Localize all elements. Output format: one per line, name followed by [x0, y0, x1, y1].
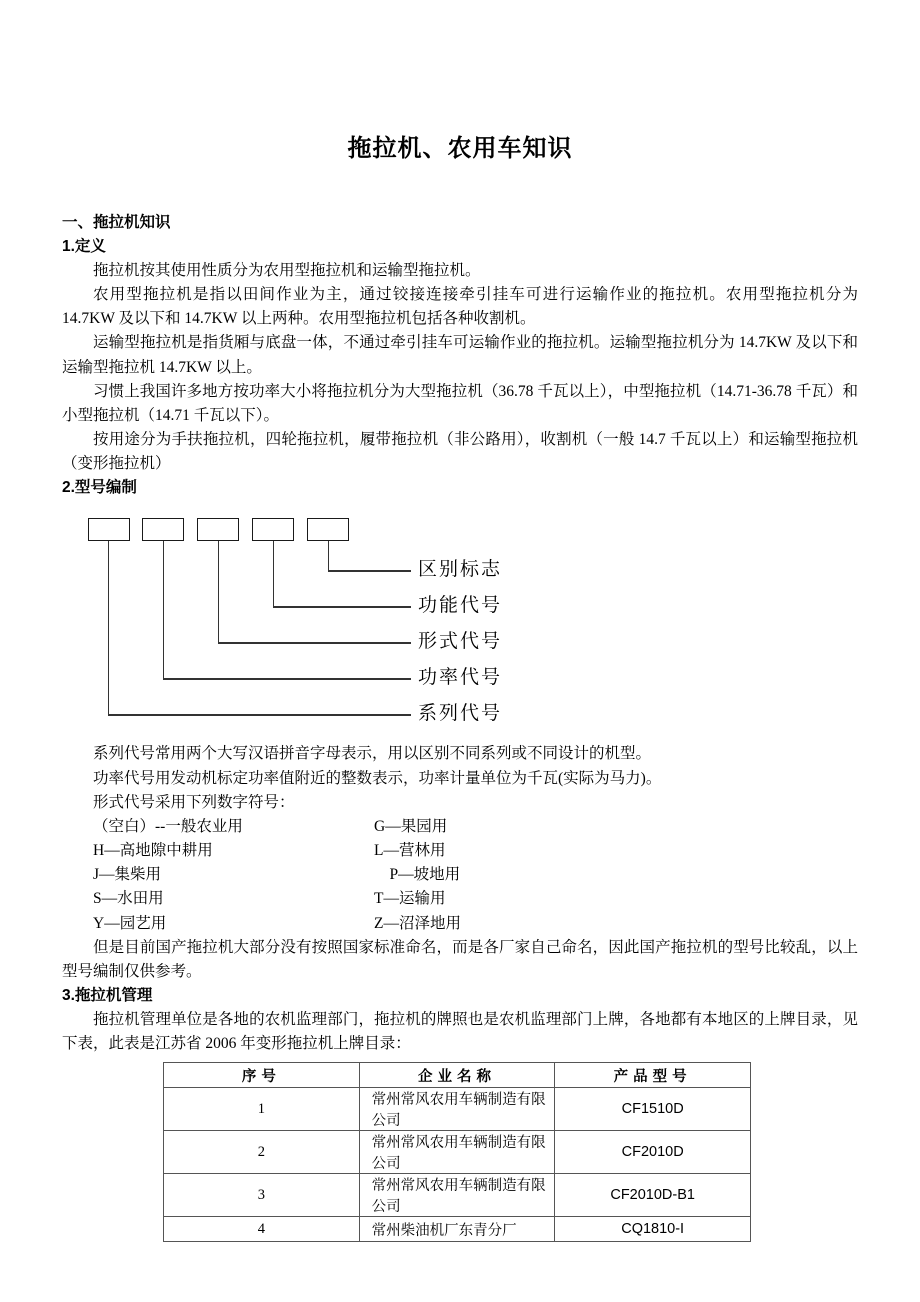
code-item-paddy: S—水田用	[93, 890, 164, 908]
paragraph-naming-note: 但是目前国产拖拉机大部分没有按照国家标准命名，而是各厂家自己命名，因此国产拖拉机的型号比较乱，以上型号编制仅供参考。	[62, 938, 858, 980]
table-header-row	[164, 1063, 751, 1088]
table-header-serial: 序号	[164, 1063, 360, 1088]
table-row	[164, 1088, 751, 1131]
model-code-diagram	[62, 510, 858, 742]
page-title: 拖拉机、农用车知识	[347, 135, 573, 162]
section-heading-1: 一、拖拉机知识	[62, 213, 171, 231]
code-box-3	[197, 518, 239, 541]
paragraph-definition-5: 按用途分为手扶拖拉机，四轮拖拉机，履带拖拉机（非公路用），收割机（一般 14.7 千瓦以上）和运输型拖拉机（变形拖拉机）	[62, 431, 858, 473]
cell-model: CQ1810-I	[555, 1217, 751, 1242]
code-box-1	[88, 518, 130, 541]
code-list-row	[62, 863, 858, 887]
paragraph-series-code: 系列代号常用两个大写汉语拼音字母表示，用以区别不同系列或不同设计的机型。	[93, 745, 652, 763]
cell-company: 常州常风农用车辆制造有限公司	[359, 1088, 555, 1131]
code-item-forestry: L—营林用	[374, 842, 446, 860]
paragraph-management: 拖拉机管理单位是各地的农机监理部门，拖拉机的牌照也是农机监理部门上牌，各地都有本地区的上牌目录，见下表，此表是江苏省 2006 年变形拖拉机上牌目录：	[62, 1011, 858, 1053]
connector-2-vertical	[163, 541, 164, 679]
cell-company: 常州常风农用车辆制造有限公司	[359, 1174, 555, 1217]
section-heading-1-1: 1.定义	[62, 237, 106, 255]
connector-3-vertical	[218, 541, 219, 643]
diagram-label-form-code: 形式代号	[418, 631, 503, 653]
diagram-label-series-code: 系列代号	[418, 703, 503, 725]
code-item-firewood: J—集柴用	[93, 866, 162, 884]
page-content	[62, 0, 858, 1242]
table-header-model: 产品型号	[555, 1063, 751, 1088]
table-row	[164, 1131, 751, 1174]
cell-model: CF2010D-B1	[555, 1174, 751, 1217]
code-list-row	[62, 887, 858, 911]
paragraph-definition-1: 拖拉机按其使用性质分为农用型拖拉机和运输型拖拉机。	[93, 261, 481, 279]
connector-3-horizontal	[218, 642, 411, 643]
connector-4-horizontal	[273, 606, 411, 607]
code-list-row	[62, 839, 858, 863]
paragraph-definition-4: 习惯上我国许多地方按功率大小将拖拉机分为大型拖拉机（36.78 千瓦以上），中型拖拉机（14.71-36.78 千瓦）和小型拖拉机（14.71 千瓦以下）。	[62, 382, 858, 424]
code-item-blank: （空白）--一般农业用	[93, 817, 243, 835]
code-item-slope: P—坡地用	[374, 866, 461, 884]
paragraph-definition-3: 运输型拖拉机是指货厢与底盘一体，不通过牵引挂车可运输作业的拖拉机。运输型拖拉机分为 14.7KW 及以下和运输型拖拉机 14.7KW 以上。	[62, 334, 858, 376]
connector-2-horizontal	[163, 678, 411, 679]
section-heading-1-2: 2.型号编制	[62, 479, 137, 497]
code-box-2	[142, 518, 184, 541]
connector-1-horizontal	[108, 714, 411, 715]
code-item-swamp: Z—沼泽地用	[374, 914, 461, 932]
code-item-transport: T—运输用	[374, 890, 446, 908]
cell-serial: 4	[164, 1217, 360, 1242]
table-row	[164, 1217, 751, 1242]
code-box-4	[252, 518, 294, 541]
cell-serial: 1	[164, 1088, 360, 1131]
cell-serial: 3	[164, 1174, 360, 1217]
table-row	[164, 1174, 751, 1217]
diagram-label-function-code: 功能代号	[418, 595, 503, 617]
diagram-label-distinguishing-mark: 区别标志	[418, 559, 503, 581]
code-list-row	[62, 815, 858, 839]
table-header-company: 企业名称	[359, 1063, 555, 1088]
connector-5-vertical	[328, 541, 329, 571]
cell-model: CF1510D	[555, 1088, 751, 1131]
code-box-5	[307, 518, 349, 541]
cell-company: 常州常风农用车辆制造有限公司	[359, 1131, 555, 1174]
section-heading-1-3: 3.拖拉机管理	[62, 987, 153, 1005]
catalog-table-wrapper	[62, 1062, 858, 1242]
code-list-row	[62, 912, 858, 936]
paragraph-form-code: 形式代号采用下列数字符号：	[93, 793, 295, 811]
code-item-orchard: G—果园用	[374, 817, 448, 835]
connector-4-vertical	[273, 541, 274, 607]
paragraph-power-code: 功率代号用发动机标定功率值附近的整数表示，功率计量单位为千瓦(实际为马力)。	[93, 769, 662, 787]
code-item-horticulture: Y—园艺用	[93, 914, 167, 932]
form-code-symbol-list	[62, 815, 858, 936]
code-item-high-clearance: H—高地隙中耕用	[93, 842, 213, 860]
cell-company: 常州柴油机厂东青分厂	[359, 1217, 555, 1242]
cell-model: CF2010D	[555, 1131, 751, 1174]
connector-1-vertical	[108, 541, 109, 715]
cell-serial: 2	[164, 1131, 360, 1174]
paragraph-definition-2: 农用型拖拉机是指以田间作业为主，通过铰接连接牵引挂车可进行运输作业的拖拉机。农用型拖拉机分为 14.7KW 及以下和 14.7KW 以上两种。农用型拖拉机包括各种收割机。	[62, 286, 858, 328]
diagram-label-power-code: 功率代号	[418, 667, 503, 689]
connector-5-horizontal	[328, 570, 411, 571]
license-catalog-table	[163, 1062, 751, 1242]
